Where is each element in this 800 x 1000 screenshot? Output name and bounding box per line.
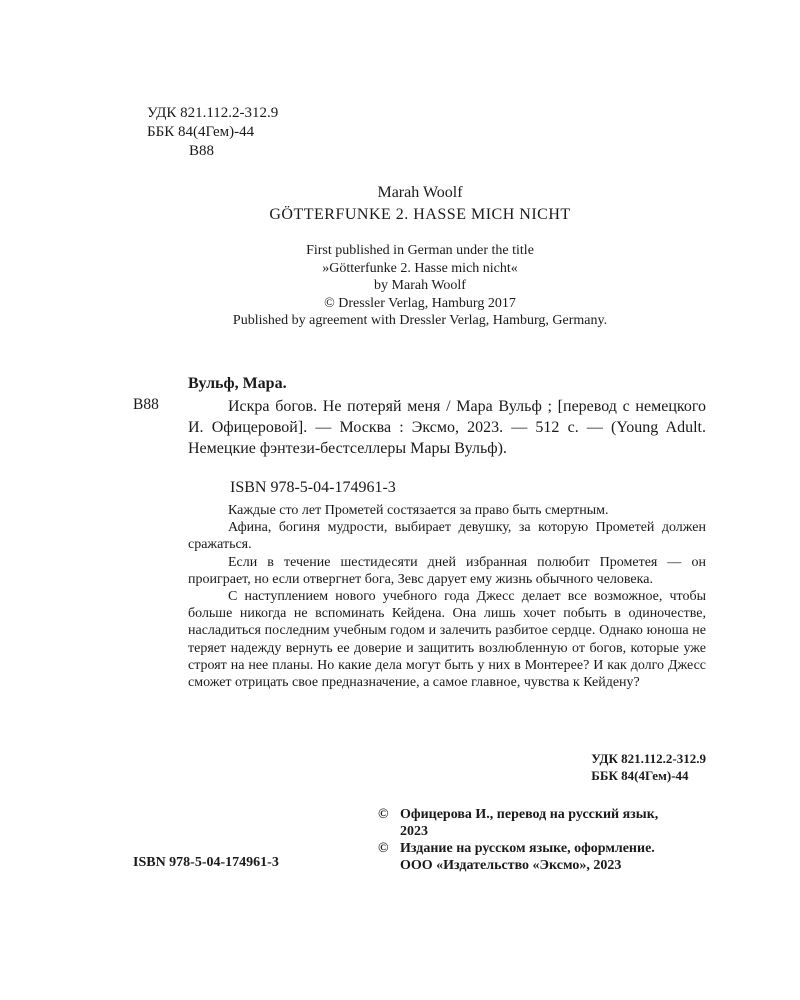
catalog-description: [188, 396, 706, 459]
pubinfo-line: by Marah Woolf: [374, 278, 466, 293]
catalog-isbn: ISBN 978-5-04-174961-3: [230, 479, 396, 496]
annotation-codes: [591, 750, 706, 784]
header-author-mark: В88: [189, 143, 215, 159]
annotation-paragraph: С наступлением нового учебного года Джесс делает все возможное, чтобы больше никогда не вспоминать Кейдена. Она лишь хочет побыть в одиночестве, насладиться последним учебным годом и залечить разбитое сердце. Однако юноша не теряет надежду вернуть ее доверие и защитить возлюбленную от богов, которые уже строят на нее планы. Но какие дела могут быть у них в Монтерее? И как долго Джесс сможет отрицать свое предназначение, а самое главное, чувства к Кейдену?: [188, 589, 706, 691]
annotation-paragraph: Каждые сто лет Прометей состязается за право быть смертным.: [228, 503, 609, 518]
pubinfo-line: »Götterfunke 2. Hasse mich nicht«: [322, 260, 518, 276]
copyright-edition-line2: ООО «Издательство «Эксмо», 2023: [400, 858, 622, 873]
copyright-symbol: ©: [378, 841, 389, 856]
copyright-edition-line1: Издание на русском языке, оформление.: [400, 841, 655, 856]
copyright-translation: [378, 806, 658, 823]
original-title: GÖTTERFUNKE 2. HASSE MICH NICHT: [269, 206, 571, 223]
annotation-bbk: ББК 84(4Гем)-44: [591, 768, 689, 783]
copyright-translation-line2: 2023: [400, 824, 428, 839]
header-codes: [147, 104, 278, 161]
copyright-symbol: ©: [378, 807, 389, 822]
pubinfo-line: Published by agreement with Dressler Verlag, Hamburg, Germany.: [232, 313, 608, 328]
header-udk: УДК 821.112.2-312.9: [147, 105, 279, 121]
annotation-udk: УДК 821.112.2-312.9: [591, 751, 706, 766]
copyright-block: [378, 806, 658, 874]
original-author: Marah Woolf: [377, 184, 463, 201]
copyright-edition: [378, 840, 658, 857]
catalog-heading: Вульф, Мара.: [188, 375, 287, 392]
bottom-isbn: ISBN 978-5-04-174961-3: [133, 855, 279, 870]
catalog-description-text: Искра богов. Не потеряй меня / Мара Вульф ; [перевод с немецкого И. Офицеровой]. — Москва : Эксмо, 2023. — 512 с. — (Young Adult. Немецкие фэнтези-бестселлеры Мары Вульф).: [188, 398, 706, 457]
catalog-author-mark: В88: [133, 396, 159, 413]
annotation-paragraph: Если в течение шестидесяти дней избранная полюбит Прометея — он проиграет, но если отвергнет бога, Зевс дарует ему жизнь обычного человека.: [188, 554, 706, 587]
copyright-translation-line1: Офицерова И., перевод на русский язык,: [400, 807, 659, 822]
pubinfo-line: © Dressler Verlag, Hamburg 2017: [324, 295, 516, 311]
header-bbk: ББК 84(4Гем)-44: [147, 124, 255, 140]
annotation-paragraph: Афина, богиня мудрости, выбирает девушку, за которую Прометей должен сражаться.: [188, 520, 706, 553]
pubinfo-line: First published in German under the title: [306, 243, 534, 258]
original-publication-info: [120, 242, 720, 330]
annotation: [188, 502, 706, 691]
